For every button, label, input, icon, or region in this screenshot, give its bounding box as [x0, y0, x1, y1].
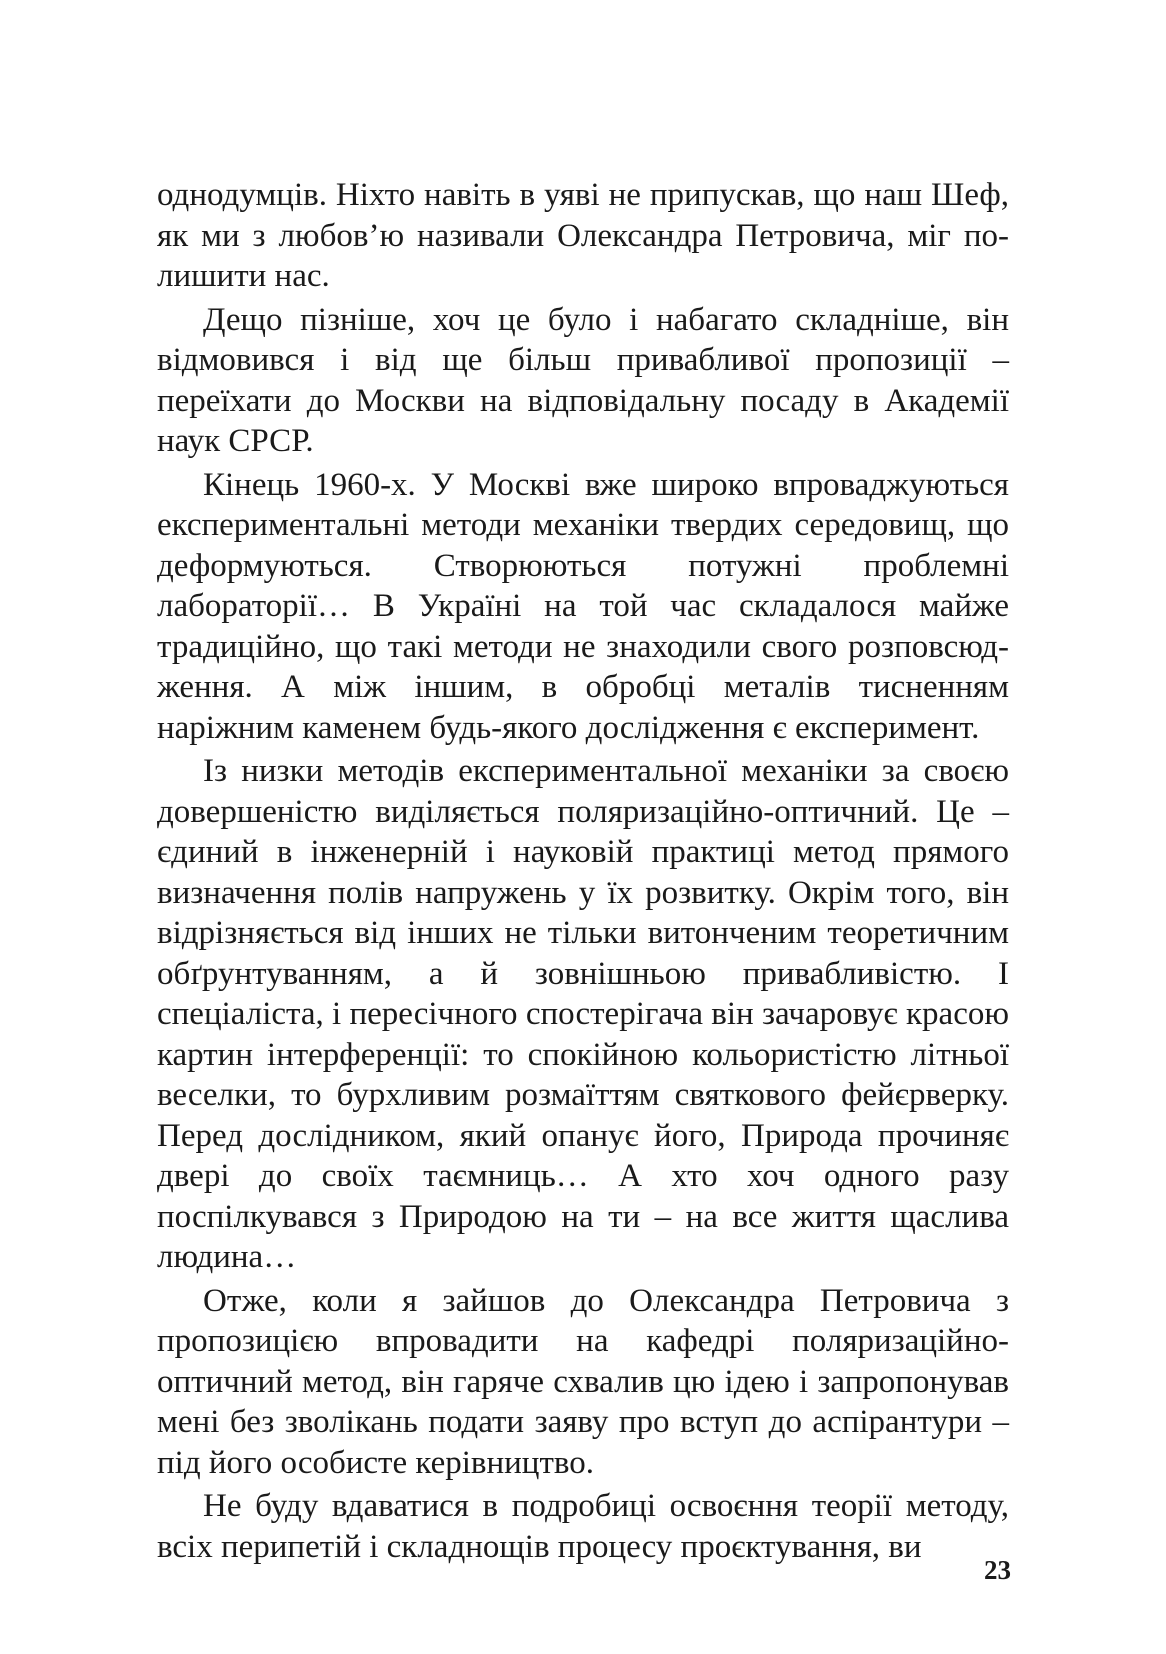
paragraph-4: Із низки методів експериментальної механіки за своєю довершеністю виділяється поляризаційно-оптичний. Це – єдиний в інженерній і науковій практиці метод прямого визначення полів напружень у їх розвитку. Окрім того, він відрізняється від інших не тільки витонченим теоретичним обґрунтуванням, а й зовнішньою привабливістю. І спеціаліста, і пересічного спостерігача він зачаровує красою картин інтерференції: то спокійною кольористістю літньої веселки, то бурхливим розмаїттям святкового фейєрверку. Перед дослідником, який опанує його, Природа прочиняє двері до своїх таємниць… А хто хоч одного разу поспілкувався з Природою на ти – на все життя щаслива людина…	[157, 753, 1009, 1275]
paragraph-1: однодумців. Ніхто навіть в уяві не припускав, що наш Шеф, як ми з любов’ю називали Олександра Петровича, міг полишити нас.	[157, 177, 1009, 294]
body-text	[157, 175, 1009, 1567]
paragraph-5: Отже, коли я зайшов до Олександра Петровича з пропозицією впровадити на кафедрі поляризаційно-оптичний метод, він гаряче схвалив цю ідею і запропонував мені без зволікань подати заяву про вступ до аспірантури – під його особисте керівництво.	[157, 1282, 1009, 1481]
paragraph-3: Кінець 1960-х. У Москві вже широко впроваджуються експериментальні методи механіки твердих середовищ, що деформуються. Створюються потужні проблемні лабораторії… В Україні на той час складалося майже традиційно, що такі методи не знаходили свого розповсюдження. А між іншим, в обробці металів тисненням наріжним каменем будь-якого дослідження є експеримент.	[157, 466, 1009, 746]
page-number: 23	[984, 1555, 1011, 1585]
paragraph-2: Дещо пізніше, хоч це було і набагато складніше, він відмовився і від ще більш привабливої пропозиції – переїхати до Москви на відповідальну посаду в Академії наук СРСР.	[157, 301, 1009, 459]
paragraph-6: Не буду вдаватися в подробиці освоєння теорії методу, всіх перипетій і складнощів процесу проєктування, ви	[157, 1488, 1009, 1565]
